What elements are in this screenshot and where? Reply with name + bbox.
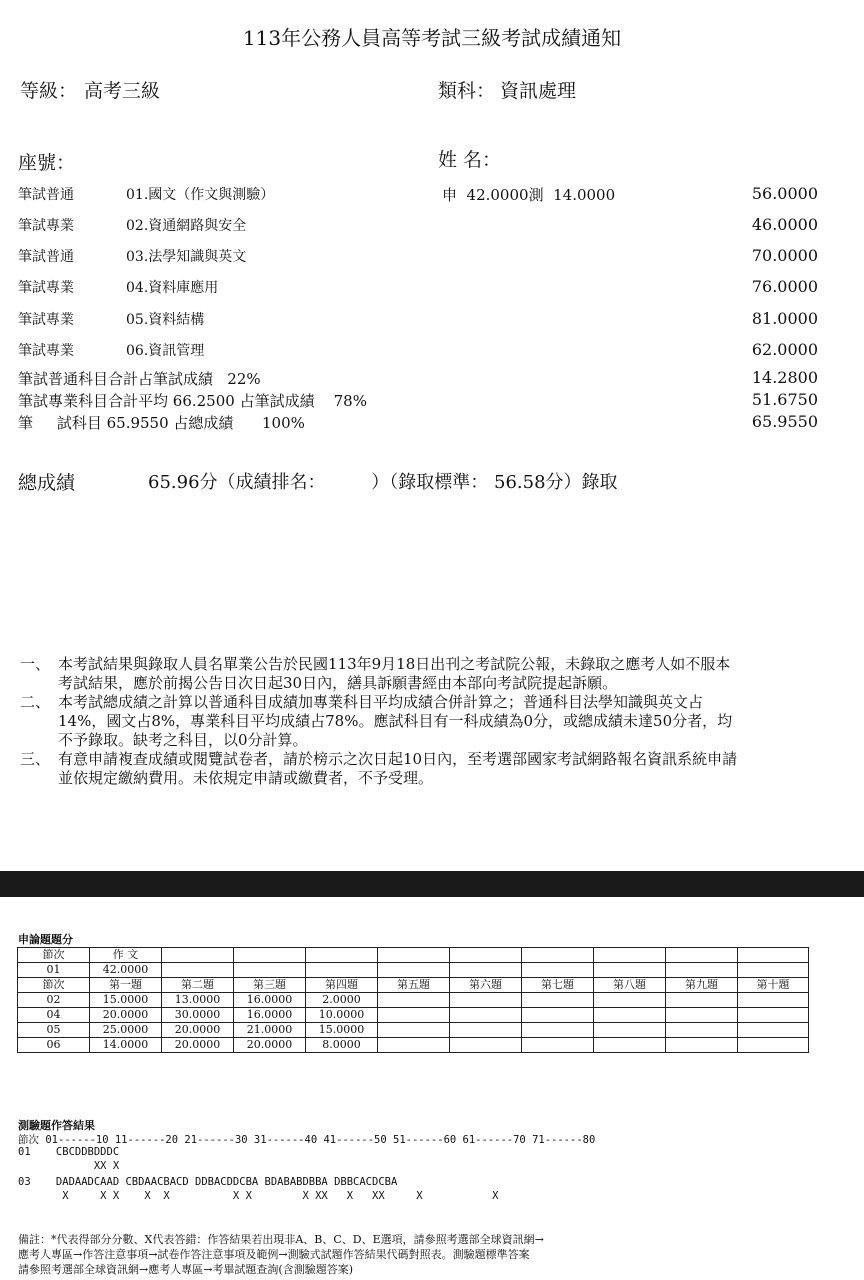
table-row — [18, 978, 809, 993]
table-cell: 第八題 — [594, 978, 666, 993]
subject-score: 46.0000 — [751, 215, 818, 234]
footer-line: 應考人專區→作答注意事項→試卷作答注意事項及範例→測驗式試題作答結果代碼對照表。測驗題標準答案 — [18, 1248, 530, 1261]
subject-score: 62.0000 — [751, 340, 818, 359]
subject-detail: 申 42.0000測 14.0000 — [442, 186, 616, 204]
footer-line: 請參照考選部全球資訊網→應考人專區→考畢試題查詢(含測驗題答案) — [18, 1263, 354, 1276]
subject-score: 56.0000 — [751, 184, 818, 203]
essay-table — [17, 947, 809, 1053]
table-row — [18, 993, 809, 1008]
subject-type: 筆試普通 — [18, 187, 74, 203]
note-item — [20, 693, 740, 750]
table-cell: 14.0000 — [90, 1038, 162, 1053]
table-cell: 第六題 — [450, 978, 522, 993]
table-cell: 05 — [18, 1023, 90, 1038]
mc-answers-01: 01 CBCDDBDDDC — [18, 1146, 120, 1158]
table-cell: 第二題 — [162, 978, 234, 993]
table-cell: 8.0000 — [306, 1038, 378, 1053]
subject-name: 06.資訊管理 — [126, 343, 205, 359]
subject-type: 筆試專業 — [18, 312, 74, 328]
summary-text: 筆試普通科目合計占筆試成績 22% — [18, 370, 261, 388]
table-cell: 06 — [18, 1038, 90, 1053]
table-cell: 15.0000 — [306, 1023, 378, 1038]
footer-line: 備註：*代表得部分分數、X代表答錯：作答結果若出現非A、B、C、D、E選項，請參照考選部全球資訊網→ — [18, 1233, 544, 1246]
table-cell: 16.0000 — [234, 1008, 306, 1023]
level-label: 等級： — [20, 80, 78, 102]
note-text: 有意申請複查成績或閱覽試卷者，請於榜示之次日起10日內，至考選部國家考試網路報名資訊系統申請並依規定繳納費用。未依規定申請或繳費者，不予受理。 — [58, 750, 738, 787]
table-row — [18, 1008, 809, 1023]
table-cell: 20.0000 — [162, 1023, 234, 1038]
total-text: 65.96分（成績排名： ）（錄取標準： 56.58分）錄取 — [148, 472, 618, 493]
subject-type: 筆試專業 — [18, 280, 74, 296]
note-text: 本考試總成績之計算以普通科目成績加專業科目平均成績合併計算之；普通科目法學知識與英文占14%，國文占8%，專業科目平均成績占78%。應試科目有一科成績為0分，或總成績未達50分者，均不予錄取。缺考之科目，以0分計算。 — [58, 693, 733, 749]
subject-score: 70.0000 — [751, 246, 818, 265]
notes — [20, 655, 740, 788]
mc-header: 節次 01------10 11------20 21------30 31------40 41------50 51------60 61------70 71------80 — [18, 1134, 596, 1146]
table-cell: 21.0000 — [234, 1023, 306, 1038]
table-cell: 25.0000 — [90, 1023, 162, 1038]
table-row — [18, 948, 809, 963]
subject-name: 04.資料庫應用 — [126, 280, 219, 296]
essay-title: 申論題題分 — [18, 933, 73, 946]
table-cell: 15.0000 — [90, 993, 162, 1008]
table-cell: 13.0000 — [162, 993, 234, 1008]
summary-score: 14.2800 — [751, 368, 818, 387]
table-row — [18, 1023, 809, 1038]
subject-name: 03.法學知識與英文 — [126, 249, 247, 265]
table-cell: 作 文 — [90, 948, 162, 963]
table-cell: 第十題 — [738, 978, 809, 993]
summary-score: 65.9550 — [751, 412, 818, 431]
subject-type: 筆試專業 — [18, 343, 74, 359]
category-label: 類科： — [438, 80, 496, 102]
table-cell: 20.0000 — [234, 1038, 306, 1053]
total-label: 總成績 — [18, 472, 76, 494]
table-cell: 10.0000 — [306, 1008, 378, 1023]
table-cell: 第七題 — [522, 978, 594, 993]
table-cell: 02 — [18, 993, 90, 1008]
table-cell: 01 — [18, 963, 90, 978]
table-cell: 第四題 — [306, 978, 378, 993]
subject-name: 01.國文（作文與測驗） — [126, 187, 275, 203]
mc-title: 測驗題作答結果 — [18, 1119, 95, 1132]
table-cell: 第一題 — [90, 978, 162, 993]
table-cell: 16.0000 — [234, 993, 306, 1008]
name-label: 姓 名： — [438, 149, 502, 171]
table-cell: 節次 — [18, 948, 90, 963]
table-cell: 第五題 — [378, 978, 450, 993]
table-cell: 第九題 — [666, 978, 738, 993]
table-cell: 20.0000 — [90, 1008, 162, 1023]
subject-type: 筆試普通 — [18, 249, 74, 265]
page-title: 113年公務人員高等考試三級考試成績通知 — [242, 26, 622, 50]
subject-type: 筆試專業 — [18, 218, 74, 234]
mc-marks-03: X X X X X X X X XX X XX X X — [18, 1190, 499, 1202]
table-cell: 20.0000 — [162, 1038, 234, 1053]
note-item — [20, 655, 740, 693]
table-row — [18, 1038, 809, 1053]
summary-text: 筆試專業科目合計平均 66.2500 占筆試成績 78% — [18, 392, 367, 410]
category-value: 資訊處理 — [500, 80, 577, 102]
note-text: 本考試結果與錄取人員名單業公告於民國113年9月18日出刊之考試院公報，未錄取之應考人如不服本考試結果，應於前揭公告日次日起30日內，繕具訴願書經由本部向考試院提起訴願。 — [58, 655, 731, 692]
note-num: 三、 — [20, 750, 51, 768]
table-cell: 2.0000 — [306, 993, 378, 1008]
table-cell: 30.0000 — [162, 1008, 234, 1023]
note-num: 二、 — [20, 693, 51, 711]
mc-answers-03: 03 DADAADCAAD CBDAACBACD DDBACDDCBA BDABABDBBA DBBCACDCBA — [18, 1176, 398, 1188]
mc-marks-01: XX X — [18, 1160, 120, 1172]
table-cell: 第三題 — [234, 978, 306, 993]
summary-text: 筆 試科目 65.9550 占總成績 100% — [18, 414, 305, 432]
subject-score: 76.0000 — [751, 277, 818, 296]
note-item — [20, 750, 740, 788]
table-cell: 04 — [18, 1008, 90, 1023]
subject-name: 05.資料結構 — [126, 312, 205, 328]
table-row — [18, 963, 809, 978]
note-num: 一、 — [20, 655, 51, 673]
seat-label: 座號： — [18, 152, 76, 174]
subject-score: 81.0000 — [751, 309, 818, 328]
subject-name: 02.資通網路與安全 — [126, 218, 247, 234]
summary-score: 51.6750 — [751, 390, 818, 409]
divider-band — [0, 871, 864, 897]
level-value: 高考三級 — [84, 80, 161, 102]
table-cell: 42.0000 — [90, 963, 162, 978]
table-cell: 節次 — [18, 978, 90, 993]
